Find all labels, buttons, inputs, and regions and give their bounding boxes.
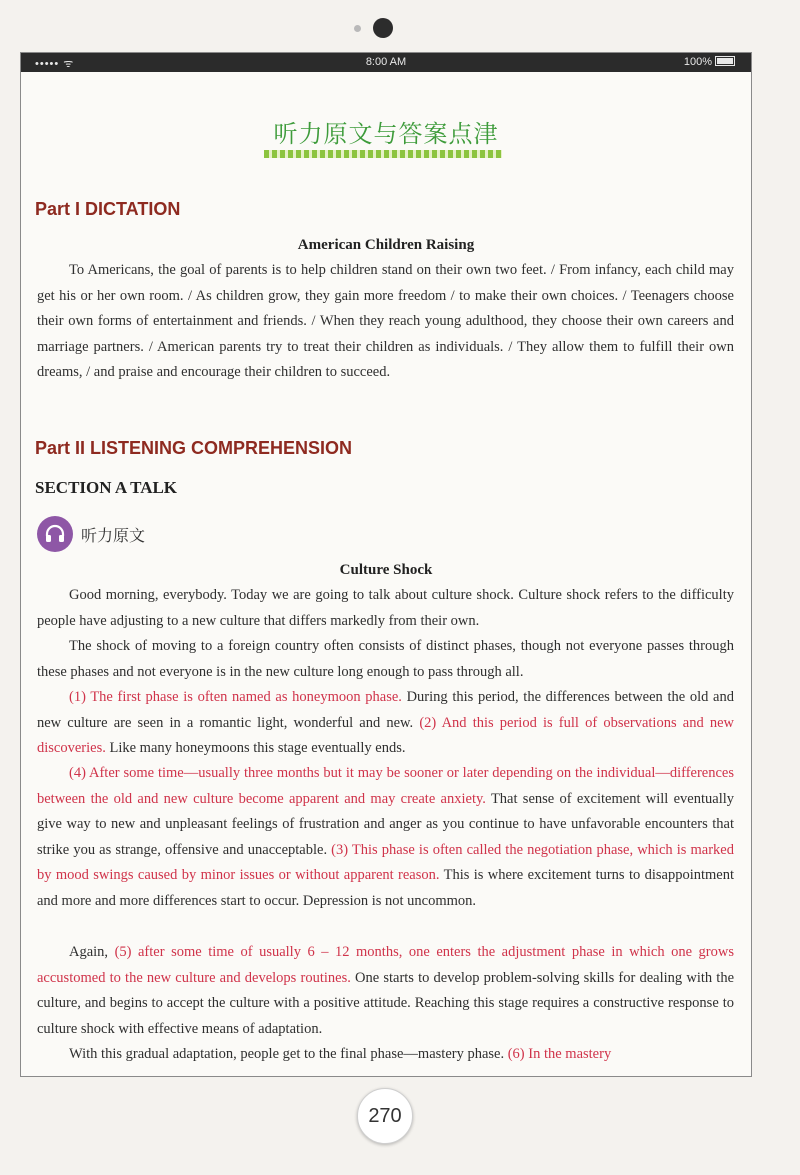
culture-shock-para-2: The shock of moving to a foreign country often consists of distinct phases, though not everyone passes through these phases and not everyone is in the new culture long enough to pass through all.	[37, 638, 734, 680]
culture-shock-para-1: Good morning, everybody. Today we are going to talk about culture shock. Culture shock refers to the difficulty people have adjusting to a new culture that differs markedly from their own.	[37, 587, 734, 629]
status-time: 8:00 AM	[365, 56, 407, 68]
page-number: 270	[357, 1088, 413, 1144]
part2-heading: Part II LISTENING COMPREHENSION	[35, 438, 353, 458]
battery-level: 100%	[683, 56, 712, 68]
para-4-text-b: This is where excitement turns to disappointment and more and more differences start to occur. Depression is not uncommon.	[37, 867, 735, 909]
listening-script-label: 听力原文	[81, 526, 146, 545]
para-3-text-b: Like many honeymoons this stage eventually ends.	[105, 740, 406, 757]
device-camera	[0, 18, 800, 38]
answer-1: (1) The first phase is often named as honeymoon phase.	[69, 689, 402, 705]
battery-indicator	[684, 56, 735, 68]
answer-3: (3) This phase is often called the negotiation phase, which is marked by mood swings caused by minor issues or without apparent reason.	[37, 841, 734, 884]
part1-passage-title: American Children Raising	[297, 237, 475, 253]
answer-6: (6) In the mastery	[507, 1046, 612, 1062]
para-6-text-a: With this gradual adaptation, people get to the final phase—mastery phase.	[69, 1046, 508, 1062]
para-5-text-a: Again,	[69, 944, 115, 960]
headphones-icon[interactable]	[37, 516, 73, 552]
culture-shock-para-3	[37, 685, 734, 762]
culture-shock-para-6	[37, 1042, 734, 1068]
status-bar	[21, 53, 751, 72]
sensor-dot	[354, 25, 361, 32]
para-3-text-a: During this period, the differences between the old and new culture are seen in a romantic light, wonderful and new.	[37, 689, 734, 731]
culture-shock-para-4	[37, 761, 734, 915]
answer-4: (4) After some time—usually three months but it may be sooner or later depending on the individual—differences between the old and new culture become apparent and may create anxiety.	[37, 765, 734, 807]
tablet-screen	[20, 52, 752, 1077]
answer-2: (2) And this period is full of observations and new discoveries.	[37, 714, 734, 757]
dictation-text: To Americans, the goal of parents is to help children stand on their own two feet. / From infancy, each child may get his or her own room. / As children grow, they gain more freedom / to make their own choices. / Teenagers choose their own forms of entertainment and friends. / When they reach young adulthood, they choose their own careers and marriage partners. / American parents try to treat their children as individuals. / They allow them to fulfill their own dreams, / and praise and encourage their children to succeed.	[37, 262, 734, 381]
answer-5: (5) after some time of usually 6 – 12 months, one enters the adjustment phase in which one grows accustomed to the new culture and develops routines.	[37, 944, 734, 986]
page-content	[21, 72, 751, 1076]
para-4-text-a: That sense of excitement will eventually give way to new and unpleasant feelings of frustration and anger as you continue to have unfavorable encounters that strike you as strange, offensive and unacceptable.	[37, 790, 734, 858]
signal-indicator: ••••• ᯤ	[35, 58, 75, 70]
battery-icon	[715, 56, 735, 66]
part1-heading: Part I DICTATION	[35, 199, 181, 219]
culture-shock-para-5	[37, 940, 734, 1042]
title-underline	[264, 150, 502, 158]
part2-passage-title: Culture Shock	[339, 562, 433, 578]
page-title: 听力原文与答案点津	[273, 120, 499, 148]
para-5-text-b: One starts to develop problem-solving skills for dealing with the culture, and begins to accept the culture with a positive attitude. Reaching this stage requires a constructive response to culture shock with effective means of adaptation.	[37, 969, 735, 1037]
camera-dot	[373, 18, 393, 38]
section-a-heading: SECTION A TALK	[35, 478, 178, 497]
